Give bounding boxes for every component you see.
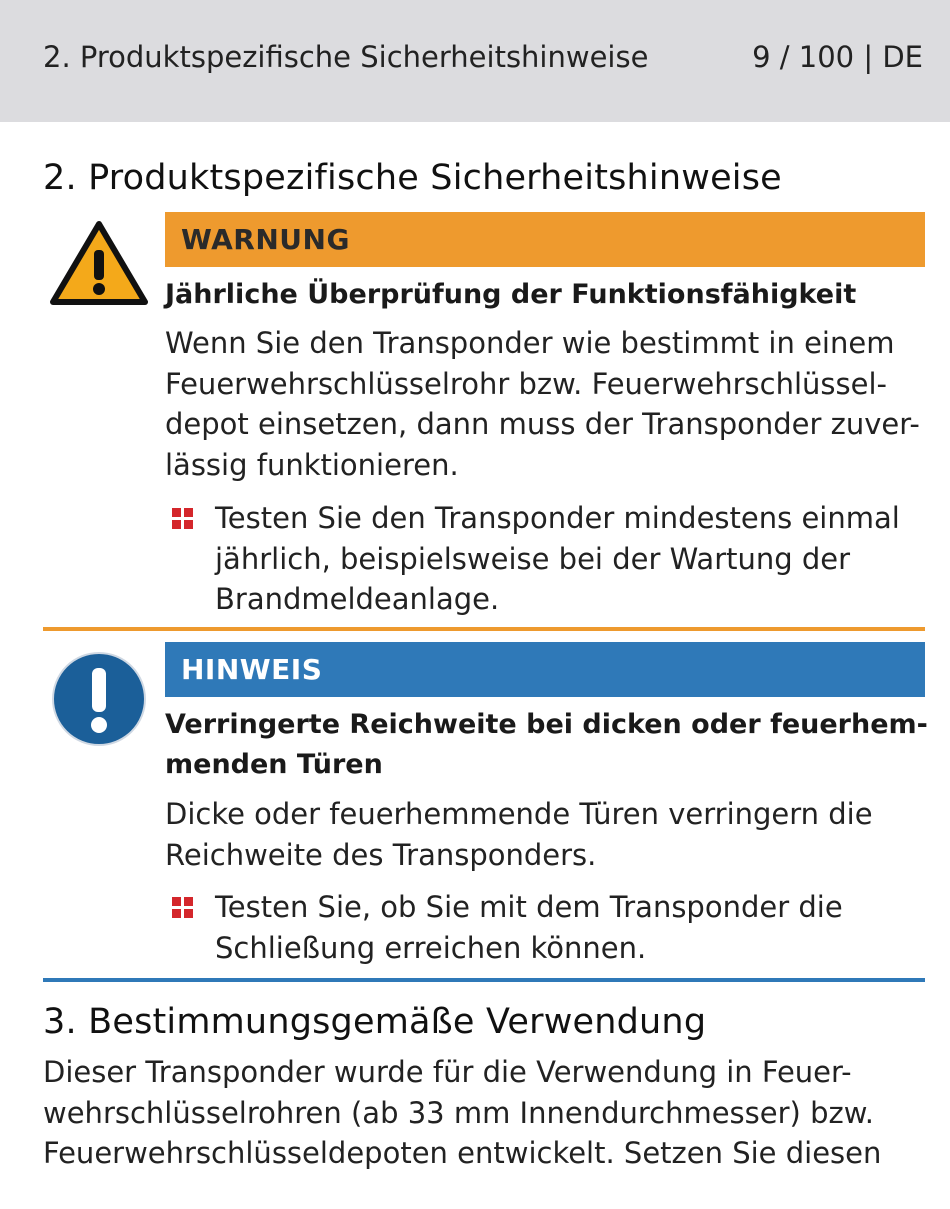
section-title: 2. Produktspezifische Sicherheitshinweise xyxy=(43,158,782,198)
running-section-title: 2. Produktspezifische Sicherheitshinweise xyxy=(43,40,649,74)
notice-label: HINWEIS xyxy=(165,642,925,697)
warning-action: Testen Sie den Transponder mindestens einmal jährlich, beispielsweise bei der Wartung der Brandmeldeanlage. xyxy=(215,501,900,616)
warning-triangle-icon xyxy=(50,220,148,310)
exclamation-circle-icon xyxy=(51,651,147,751)
warning-divider xyxy=(43,627,925,631)
section-3-body: Dieser Transponder wurde für die Verwendung in Feuer- wehrschlüsselrohren (ab 33 mm Innendurchmesser) bzw. Feuerwehrschlüsseldepoten entwickelt. Setzen Sie diesen xyxy=(43,1055,882,1170)
section-3-title: 3. Bestimmungsgemäße Verwendung xyxy=(43,1002,707,1042)
notice-divider xyxy=(43,978,925,982)
notice-body: Dicke oder feuerhemmende Türen verringern die Reichweite des Transponders. xyxy=(165,797,873,872)
warning-body: Wenn Sie den Transponder wie bestimmt in einem Feuerwehrschlüsselrohr bzw. Feuerwehrschlüssel- depot einsetzen, dann muss der Transponder zuver- lässig funktionieren. xyxy=(165,326,920,482)
warning-heading: Jährliche Überprüfung der Funktionsfähigkeit xyxy=(165,279,857,310)
action-bullet-icon xyxy=(172,508,194,534)
notice-action: Testen Sie, ob Sie mit dem Transponder die Schließung erreichen können. xyxy=(215,890,843,965)
page-header xyxy=(0,0,950,122)
page-number: 9 / 100 | DE xyxy=(752,40,923,74)
action-bullet-icon xyxy=(172,897,194,923)
warning-label: WARNUNG xyxy=(165,212,925,267)
notice-heading: Verringerte Reichweite bei dicken oder feuerhem- menden Türen xyxy=(165,709,928,780)
